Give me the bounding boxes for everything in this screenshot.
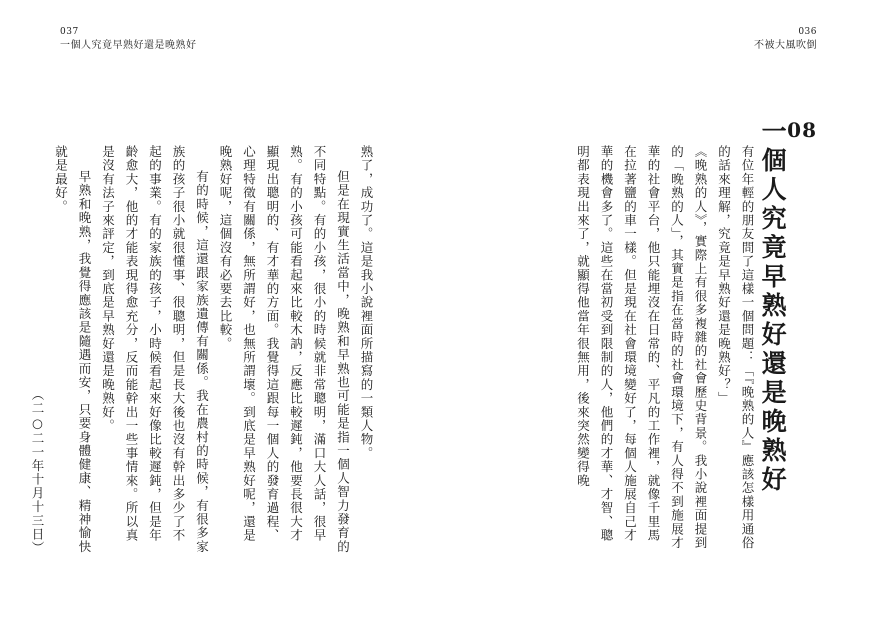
chapter-heading (757, 118, 817, 495)
left-page (0, 0, 438, 626)
paragraph: 有的時候，這還跟家族遺傳有關係。我在農村的時候，有很多家族的孩子很小就很懂事、很聰明，但是長大後也沒有幹出多少了不起的事業。有的家族的孩子，小時候看起來好像比較遲鈍，但是年齡愈大，他的才能表現得愈充分，反而能幹出一些事情來。所以真是沒有法子來評定，到底是早熟好還是晚熟好。 (100, 145, 210, 554)
chapter-number: 08 (787, 118, 817, 142)
paragraph: 有位年輕的朋友問了這樣一個問題：「『晚熟的人』應該怎樣用通俗的話來理解，究竟是早熟好還是晚熟好？」 (716, 145, 755, 550)
date-signoff (26, 145, 50, 555)
paragraph: 但是在現實生活當中，晚熟和早熟也可能是指一個人智力發育的不同特點。有的小孩，很小的時候就非常聰明，滿口大人話，很早熟。有的小孩可能看起來比較木訥，反應比較遲鈍，他要長很大才顯現出聰明的、有才華的方面。我覺得這跟每一個人的發育過程、心理特徵有關係，無所謂好，也無所謂壞。到底是早熟好呢，還是晚熟好呢，這個沒有必要去比較。 (218, 145, 351, 554)
body-text-left (30, 145, 378, 555)
chapter-title: 一個人究竟早熟好還是晚熟好 (758, 118, 788, 495)
running-head-right (754, 26, 817, 52)
paragraph: 熟了，成功了。這是我小說裡面所描寫的一類人物。 (359, 145, 374, 461)
paragraph: 早熟和晚熟，我覺得應該是隨遇而安，只要身體健康、精神愉快就是最好。 (53, 145, 92, 554)
body-text-right (539, 145, 759, 555)
paragraph: 《晚熟的人》，實際上有很多複雜的社會歷史背景。我小說裡面提到的「晚熟的人」，其實是指在當時的社會環境下，有人得不到施展才華的社會平台，他只能埋沒在日常的、平凡的工作裡，就像千里馬在拉著鹽的車一樣。但是現在社會環境變好了，每個人施展自己才華的機會多了。這些在當初受到限制的人，他們的才華、才智、聰明都表現出來了，就顯得他當年很無用，後來突然變得晚 (575, 145, 708, 550)
page-number: 037 (60, 27, 79, 37)
signoff-date: （二○二一年十月十三日） (30, 388, 45, 555)
page-number: 036 (798, 27, 817, 37)
right-page (439, 0, 877, 626)
running-head-title: 一個人究竟早熟好還是晚熟好 (60, 40, 197, 51)
running-head-title: 不被大風吹倒 (754, 40, 817, 51)
running-head-left (60, 26, 197, 52)
